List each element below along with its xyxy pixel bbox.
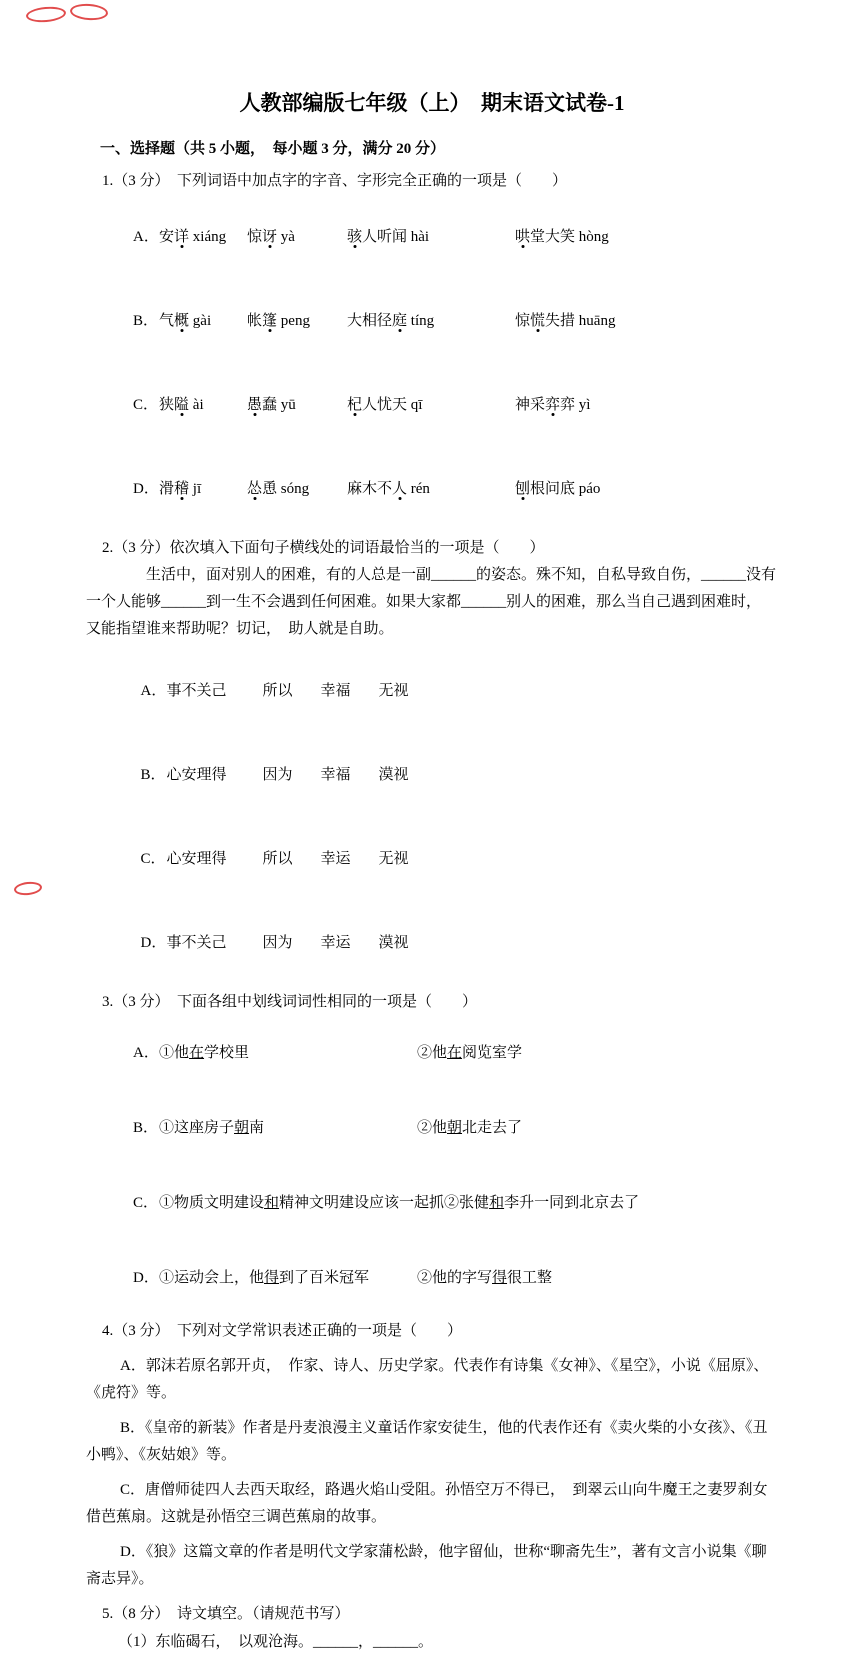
- example-sentence-2: ②他的字写得很工整: [417, 1270, 553, 1286]
- word-term: 刨根问底 páo: [515, 481, 601, 497]
- q4-option-b: B．《皇帝的新装》作者是丹麦浪漫主义童话作家安徒生，他的代表作还有《卖火柴的小女孩》、《丑小鸭》、《灰姑娘》等。: [86, 1420, 768, 1463]
- word-choice: 无视: [378, 851, 409, 867]
- example-sentence-1: ①物质文明建设和精神文明建设应该一起抓: [159, 1195, 445, 1211]
- word-term: 骇人听闻 hài: [347, 229, 430, 245]
- q2-option-d: [118, 901, 778, 985]
- example-sentence-2: ②他在阅览室学: [417, 1045, 523, 1061]
- word-choice: 事不关己: [166, 683, 227, 699]
- q2-option-c: [118, 817, 778, 901]
- q4-option-d: D．《狼》这篇文章的作者是明代文学家蒲松龄，他字留仙，世称“聊斋先生”，著有文言小说集《聊斋志异》。: [86, 1544, 767, 1587]
- q1-option-d: [118, 447, 778, 531]
- q1-option-b: [118, 279, 778, 363]
- word-term: 惊讶 yà: [247, 229, 295, 245]
- q3-option-d: [118, 1241, 778, 1316]
- word-choice: 幸运: [320, 851, 351, 867]
- word-term: 大相径庭 tíng: [347, 313, 435, 329]
- option-letter: D．: [140, 935, 167, 951]
- word-term: 麻木不人 rén: [347, 481, 430, 497]
- option-letter: A．: [133, 1045, 159, 1061]
- exam-title: 人教部编版七年级（上） 期末语文试卷-1: [239, 91, 625, 115]
- option-letter: B．: [133, 313, 159, 329]
- option-letter: D．: [133, 1270, 159, 1286]
- word-choice: 幸福: [320, 683, 351, 699]
- word-choice: 漠视: [378, 767, 409, 783]
- q3-option-a: [118, 1016, 778, 1091]
- example-sentence-2: ②张健和李升一同到北京去了: [444, 1195, 640, 1211]
- word-choice: 幸运: [320, 935, 351, 951]
- example-sentence-1: ①运动会上，他得到了百米冠军: [159, 1270, 370, 1286]
- q5-item-1: （1）东临碣石， 以观沧海。______，______。: [118, 1634, 434, 1650]
- option-letter: B．: [140, 767, 166, 783]
- example-sentence-2: ②他朝北走去了: [417, 1120, 523, 1136]
- word-choice: 漠视: [378, 935, 409, 951]
- annotation-ellipse-1: [25, 5, 66, 23]
- word-choice: 所以: [262, 851, 293, 867]
- annotation-ellipse-3: [13, 881, 42, 897]
- q2-option-b: [118, 733, 778, 817]
- word-term: 怂恿 sóng: [247, 481, 310, 497]
- word-choice: 幸福: [320, 767, 351, 783]
- word-choice: 因为: [262, 767, 293, 783]
- q1-stem: 1.（3 分） 下列词语中加点字的字音、字形完全正确的一项是（ ）: [102, 173, 568, 189]
- word-choice: 事不关己: [166, 935, 227, 951]
- q2-passage: 生活中，面对别人的困难，有的人总是一副______的姿态。殊不知，自私导致自伤，______没有一个人能够______到一生不会遇到任何困难。如果大家都______别人的困难，那么当自己遇到困难时， 又能指望谁来帮助呢？切记， 助人就是自助。: [86, 567, 777, 637]
- section-heading: 一、选择题（共 5 小题， 每小题 3 分，满分 20 分）: [100, 141, 446, 157]
- option-letter: D．: [133, 481, 159, 497]
- q3-option-b: [118, 1091, 778, 1166]
- q2-option-a: [118, 649, 778, 733]
- q4-option-c: C．唐僧师徒四人去西天取经，路遇火焰山受阻。孙悟空万不得已， 到翠云山向牛魔王之妻罗刹女借芭蕉扇。这就是孙悟空三调芭蕉扇的故事。: [86, 1482, 768, 1525]
- q5-stem: 5.（8 分） 诗文填空。（请规范书写）: [102, 1606, 350, 1622]
- word-term: 愚蠢 yū: [247, 397, 296, 413]
- q1-option-c: [118, 363, 778, 447]
- word-term: 神采弈弈 yì: [515, 397, 591, 413]
- q4-stem: 4.（3 分） 下列对文学常识表述正确的一项是（ ）: [102, 1323, 463, 1339]
- word-choice: 因为: [262, 935, 293, 951]
- word-term: 杞人忧天 qī: [347, 397, 423, 413]
- q4-option-a: A．郭沫若原名郭开贞， 作家、诗人、历史学家。代表作有诗集《女神》、《星空》，小说《屈原》、《虎符》等。: [86, 1358, 769, 1401]
- word-term: 安详 xiáng: [159, 229, 227, 245]
- word-term: 惊慌失措 huāng: [515, 313, 616, 329]
- example-sentence-1: ①这座房子朝南: [159, 1120, 265, 1136]
- q2-options: [86, 649, 778, 985]
- word-choice: 心安理得: [166, 767, 227, 783]
- word-term: 狭隘 ài: [159, 397, 204, 413]
- word-choice: 所以: [262, 683, 293, 699]
- word-term: 帐篷 peng: [247, 313, 310, 329]
- option-letter: C．: [133, 1195, 159, 1211]
- example-sentence-1: ①他在学校里: [159, 1045, 250, 1061]
- option-letter: C．: [133, 397, 159, 413]
- annotation-ellipse-2: [69, 3, 108, 22]
- q1-option-a: [118, 195, 778, 279]
- option-letter: A．: [133, 229, 159, 245]
- word-choice: 心安理得: [166, 851, 227, 867]
- word-term: 气概 gài: [159, 313, 212, 329]
- word-term: 滑稽 jī: [159, 481, 202, 497]
- option-letter: A．: [140, 683, 167, 699]
- word-choice: 无视: [378, 683, 409, 699]
- word-term: 哄堂大笑 hòng: [515, 229, 609, 245]
- q3-option-c: [118, 1166, 778, 1241]
- q2-stem: 2.（3 分）依次填入下面句子横线处的词语最恰当的一项是（ ）: [102, 540, 545, 556]
- option-letter: B．: [133, 1120, 159, 1136]
- option-letter: C．: [140, 851, 166, 867]
- q3-stem: 3.（3 分） 下面各组中划线词词性相同的一项是（ ）: [102, 994, 478, 1010]
